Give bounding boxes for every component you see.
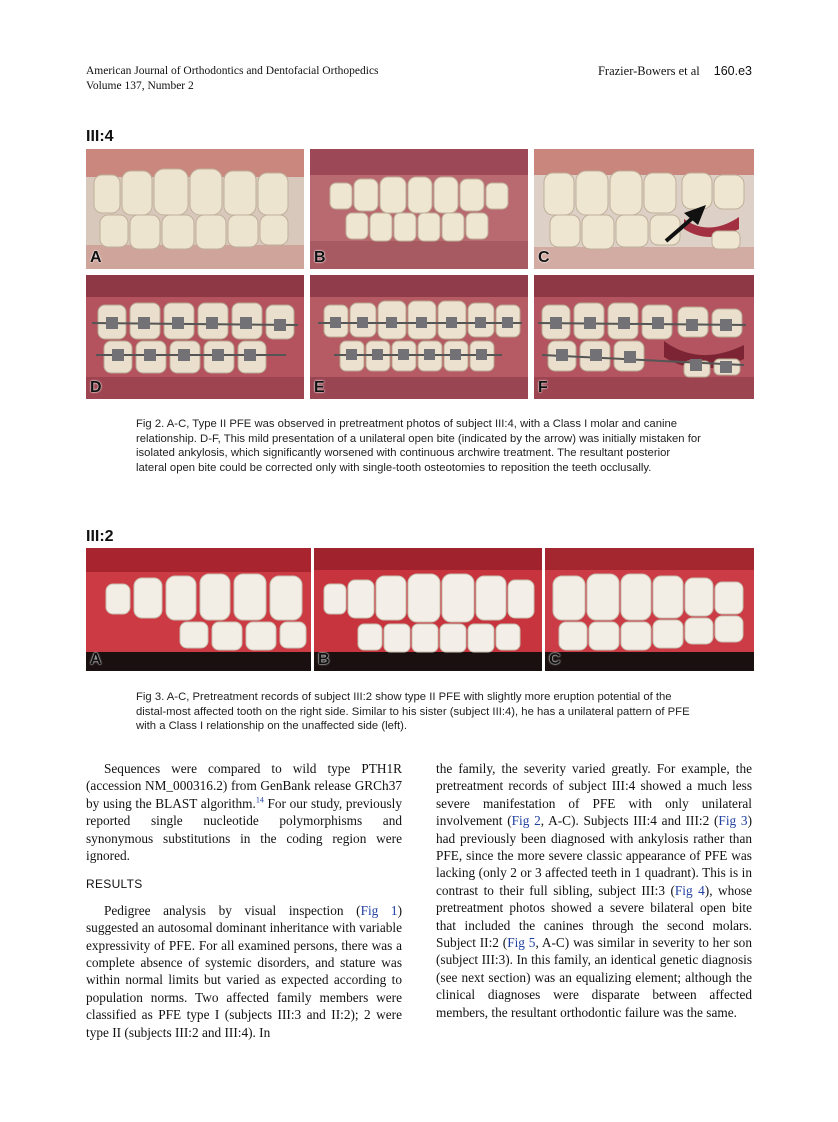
reference-14-link[interactable]: 14 xyxy=(255,795,264,805)
fig2-panel-label: C xyxy=(538,249,550,266)
journal-name: American Journal of Orthodontics and Dentofacial Orthopedics xyxy=(86,65,379,77)
fig2-photo-e xyxy=(310,275,528,399)
fig3-photo-c xyxy=(545,548,754,671)
body-right-column xyxy=(436,760,752,1021)
fig2-panel-label: A xyxy=(90,249,102,266)
fig2-caption: Fig 2. A-C, Type II PFE was observed in pretreatment photos of subject III:4, with a Class I molar and canine relationship. D-F, This mild presentation of a unilateral open bite (indicated by the arrow) was initially mistaken for isolated ankylosis, which significantly worsened with continuous archwire treatment. The resultant posterior lateral open bite could be corrected only with single-tooth osteotomies to reposition the teeth occlusally. xyxy=(136,418,701,474)
text-run: For our study, previously reported single nucleotide polymorphisms and synonymous substitutions in the coding region were ignored. xyxy=(86,795,402,864)
text-run: Pedigree analysis by visual inspection ( xyxy=(104,902,361,918)
fig3-panel-label: A xyxy=(90,651,102,668)
body-left-column xyxy=(86,760,402,1041)
running-header-left xyxy=(86,64,379,94)
text-run: the family, the severity varied greatly. For example, the pretreatment records of subject III:4 showed a much less severe manifestation of PFE with only unilateral involvement ( xyxy=(436,761,752,829)
fig3-photo-b xyxy=(314,548,542,671)
author-running-head: Frazier-Bowers et al xyxy=(597,64,700,78)
fig2-panel-label: D xyxy=(90,379,102,396)
paragraph-results-pedigree xyxy=(86,902,402,1041)
results-heading: RESULTS xyxy=(86,877,143,892)
fig2-photo-f xyxy=(534,275,754,399)
page-number: 160.e3 xyxy=(713,64,752,78)
fig3-section-label: III:2 xyxy=(86,528,114,545)
running-header-right xyxy=(598,64,752,79)
fig4-link[interactable]: Fig 4 xyxy=(674,882,705,898)
fig3-panel-label: C xyxy=(549,651,561,668)
fig2-photo-a xyxy=(86,149,304,269)
fig2-photo-c xyxy=(534,149,754,269)
fig3-photo-a xyxy=(86,548,311,671)
fig3-panel-label: B xyxy=(318,651,330,668)
fig5-link[interactable]: Fig 5 xyxy=(507,935,536,951)
text-run: , A-C). Subjects III:4 and III:2 ( xyxy=(540,813,719,829)
fig2-photo-b xyxy=(310,149,528,269)
paragraph-methods-sequences xyxy=(86,760,402,864)
fig2-panel-label: B xyxy=(314,249,326,266)
fig2-panel-label: E xyxy=(314,379,325,396)
text-run: Sequences were compared to wild type PTH1R (accession NM_000316.2) from GenBank release GRCh37 by using the BLAST algorithm. xyxy=(86,761,402,811)
fig2-photo-d xyxy=(86,275,304,399)
text-run: ) suggested an autosomal dominant inheritance with variable expressivity of PFE. For all examined persons, there was a complete absence of systemic disorders, and stature was within normal limits but varied as expected according to population norms. Two affected family members were classified as PFE type I (subjects III:3 and II:2); 2 were type II (subjects III:2 and III:4). In xyxy=(86,902,402,1040)
fig3-link[interactable]: Fig 3 xyxy=(718,813,748,829)
fig2-panel-label: F xyxy=(538,379,548,396)
paragraph-results-severity xyxy=(436,760,752,1021)
fig3-caption: Fig 3. A-C, Pretreatment records of subject III:2 show type II PFE with slightly more eruption potential of the distal-most affected tooth on the right side. Similar to his sister (subject III:4), he has a unilateral pattern of PFE with a Class I relationship on the unaffected side (left). xyxy=(136,691,690,732)
text-run: ), whose pretreatment photos showed a severe bilateral open bite that included the canines through the second molars. Subject II:2 ( xyxy=(436,882,752,951)
fig2-section-label: III:4 xyxy=(86,128,114,145)
text-run: , A-C) was similar in severity to her son (subject III:3). In this family, an identical genetic diagnosis (see next section) was an equalizing element; although the clinical diagnoses were disparate between affected members, the resultant orthodontic failure was the same. xyxy=(436,935,752,1020)
fig2-link[interactable]: Fig 2 xyxy=(511,813,541,829)
fig1-link[interactable]: Fig 1 xyxy=(360,902,398,918)
journal-volume: Volume 137, Number 2 xyxy=(86,80,194,92)
text-run: ) had previously been diagnosed with ankylosis rather than PFE, since the more severe classic appearance of PFE was lacking (only 2 or 3 affected teeth in 1 quadrant). This is in contrast to their full sibling, subject III:3 ( xyxy=(436,813,752,898)
